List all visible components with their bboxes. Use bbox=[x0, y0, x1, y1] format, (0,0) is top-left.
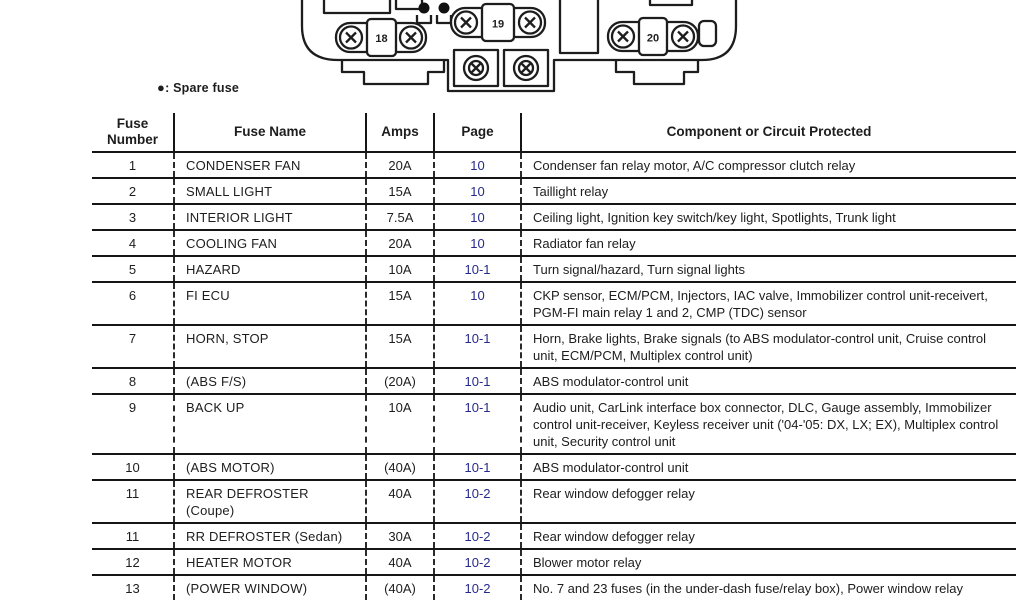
page-link[interactable]: 10 bbox=[433, 231, 520, 255]
fuse-number-cell: 13 bbox=[125, 581, 140, 596]
fuse-box-diagram bbox=[288, 0, 748, 95]
table-row bbox=[92, 395, 1016, 455]
component-cell: Condenser fan relay motor, A/C compressor clutch relay bbox=[520, 153, 1016, 177]
header-fuse-number: Fuse Number bbox=[106, 116, 158, 147]
fuse-20 bbox=[608, 18, 698, 55]
fuse-number-cell: 10 bbox=[125, 460, 140, 475]
table-row bbox=[92, 576, 1016, 600]
component-cell: No. 7 and 23 fuses (in the under-dash fuse/relay box), Power window relay bbox=[520, 576, 1016, 600]
page-link[interactable]: 10-1 bbox=[433, 395, 520, 453]
table-row bbox=[92, 283, 1016, 326]
mounting-foot-left bbox=[342, 60, 444, 84]
component-cell: CKP sensor, ECM/PCM, Injectors, IAC valve, Immobilizer control unit-receivert, PGM-FI main relay 1 and 2, CMP (TDC) sensor bbox=[520, 283, 1016, 324]
table-row bbox=[92, 550, 1016, 576]
fuse-name-cell: (ABS F/S) bbox=[173, 369, 365, 393]
amps-cell: 15A bbox=[365, 179, 433, 203]
fuse-name-cell: SMALL LIGHT bbox=[173, 179, 365, 203]
spare-fuse-holder bbox=[417, 15, 431, 23]
table-row bbox=[92, 369, 1016, 395]
fuse-name-cell: REAR DEFROSTER (Coupe) bbox=[173, 481, 365, 522]
fuse-number-cell: 5 bbox=[128, 262, 137, 277]
amps-cell: (20A) bbox=[365, 369, 433, 393]
component-cell: Blower motor relay bbox=[520, 550, 1016, 574]
fuse-19-label: 19 bbox=[491, 18, 505, 31]
component-cell: Rear window defogger relay bbox=[520, 524, 1016, 548]
relay-block bbox=[324, 0, 390, 13]
amps-cell: (40A) bbox=[365, 576, 433, 600]
fuse-19 bbox=[451, 4, 545, 41]
component-cell: Audio unit, CarLink interface box connector, DLC, Gauge assembly, Immobilizer control unit-receiver, Keyless receiver unit ('04-'05: DX, LX; EX), Multiplex control unit, Security control unit bbox=[520, 395, 1016, 453]
component-cell: Ceiling light, Ignition key switch/key light, Spotlights, Trunk light bbox=[520, 205, 1016, 229]
relay-block bbox=[650, 0, 692, 5]
amps-cell: 15A bbox=[365, 326, 433, 367]
spare-fuse-dot-icon: ● bbox=[157, 80, 166, 95]
amps-cell: 20A bbox=[365, 153, 433, 177]
page-link[interactable]: 10-2 bbox=[433, 550, 520, 574]
fuse-number-cell: 11 bbox=[125, 486, 140, 501]
fuse-name-cell: HEATER MOTOR bbox=[173, 550, 365, 574]
fuse-number-cell: 7 bbox=[128, 331, 137, 346]
fuse-number-cell: 2 bbox=[128, 184, 137, 199]
page-link[interactable]: 10 bbox=[433, 153, 520, 177]
component-cell: Rear window defogger relay bbox=[520, 481, 1016, 522]
fuse-name-cell: CONDENSER FAN bbox=[173, 153, 365, 177]
amps-cell: 40A bbox=[365, 481, 433, 522]
fuse-number-cell: 1 bbox=[128, 158, 137, 173]
fuse-18-label: 18 bbox=[375, 33, 388, 45]
amps-cell: 7.5A bbox=[365, 205, 433, 229]
header-amps: Amps bbox=[365, 113, 433, 151]
table-row bbox=[92, 153, 1016, 179]
fuse-name-cell: HORN, STOP bbox=[173, 326, 365, 367]
component-cell: Turn signal/hazard, Turn signal lights bbox=[520, 257, 1016, 281]
fuse-18 bbox=[336, 19, 426, 56]
page-link[interactable]: 10-1 bbox=[433, 326, 520, 367]
fuse-name-cell: COOLING FAN bbox=[173, 231, 365, 255]
page-link[interactable]: 10-1 bbox=[433, 369, 520, 393]
page-link[interactable]: 10-2 bbox=[433, 524, 520, 548]
component-cell: Taillight relay bbox=[520, 179, 1016, 203]
fuse-name-cell: HAZARD bbox=[173, 257, 365, 281]
fuse-number-cell: 9 bbox=[128, 400, 137, 415]
table-row bbox=[92, 179, 1016, 205]
spare-fuse-dot-icon bbox=[419, 3, 430, 14]
fuse-table-header bbox=[92, 113, 1016, 153]
fuse-number-cell: 3 bbox=[128, 210, 137, 225]
table-row bbox=[92, 257, 1016, 283]
fuse-table-body bbox=[92, 153, 1016, 600]
mounting-foot-right bbox=[616, 60, 698, 84]
amps-cell: 40A bbox=[365, 550, 433, 574]
fuse-name-cell: FI ECU bbox=[173, 283, 365, 324]
page-link[interactable]: 10 bbox=[433, 179, 520, 203]
fuse-number-cell: 6 bbox=[128, 288, 137, 303]
page-link[interactable]: 10-1 bbox=[433, 257, 520, 281]
fuse-number-cell: 4 bbox=[128, 236, 137, 251]
component-cell: ABS modulator-control unit bbox=[520, 369, 1016, 393]
amps-cell: 10A bbox=[365, 257, 433, 281]
relay-block bbox=[699, 21, 716, 46]
component-cell: ABS modulator-control unit bbox=[520, 455, 1016, 479]
fuse-name-cell: INTERIOR LIGHT bbox=[173, 205, 365, 229]
amps-cell: (40A) bbox=[365, 455, 433, 479]
table-row bbox=[92, 231, 1016, 257]
header-fuse-name: Fuse Name bbox=[173, 113, 365, 151]
amps-cell: 20A bbox=[365, 231, 433, 255]
fuse-number-cell: 11 bbox=[125, 529, 140, 544]
component-cell: Horn, Brake lights, Brake signals (to ABS modulator-control unit, Cruise control unit, ECM/PCM, Multiplex control unit) bbox=[520, 326, 1016, 367]
fuse-number-cell: 12 bbox=[125, 555, 140, 570]
table-row bbox=[92, 524, 1016, 550]
page-link[interactable]: 10-2 bbox=[433, 576, 520, 600]
relay-block bbox=[396, 0, 422, 9]
page-link[interactable]: 10-2 bbox=[433, 481, 520, 522]
table-row bbox=[92, 455, 1016, 481]
screw-icon bbox=[514, 56, 538, 80]
amps-cell: 10A bbox=[365, 395, 433, 453]
amps-cell: 15A bbox=[365, 283, 433, 324]
spare-fuse-dot-icon bbox=[439, 3, 450, 14]
page-link[interactable]: 10 bbox=[433, 205, 520, 229]
table-row bbox=[92, 481, 1016, 524]
fuse-name-cell: RR DEFROSTER (Sedan) bbox=[173, 524, 365, 548]
fuse-name-cell: (ABS MOTOR) bbox=[173, 455, 365, 479]
table-row bbox=[92, 326, 1016, 369]
spare-fuse-holder bbox=[437, 15, 451, 23]
fuse-name-cell: BACK UP bbox=[173, 395, 365, 453]
fuse-table bbox=[92, 113, 1016, 600]
table-row bbox=[92, 205, 1016, 231]
page-link[interactable]: 10-1 bbox=[433, 455, 520, 479]
screw-icon bbox=[464, 56, 488, 80]
page-link[interactable]: 10 bbox=[433, 283, 520, 324]
header-page: Page bbox=[433, 113, 520, 151]
fuse-number-cell: 8 bbox=[128, 374, 137, 389]
spare-fuse-legend bbox=[157, 80, 239, 95]
header-component: Component or Circuit Protected bbox=[520, 113, 1016, 151]
fuse-20-label: 20 bbox=[646, 32, 660, 45]
component-cell: Radiator fan relay bbox=[520, 231, 1016, 255]
relay-block bbox=[560, 0, 598, 53]
spare-fuse-legend-label: : Spare fuse bbox=[165, 81, 240, 95]
amps-cell: 30A bbox=[365, 524, 433, 548]
fuse-name-cell: (POWER WINDOW) bbox=[173, 576, 365, 600]
